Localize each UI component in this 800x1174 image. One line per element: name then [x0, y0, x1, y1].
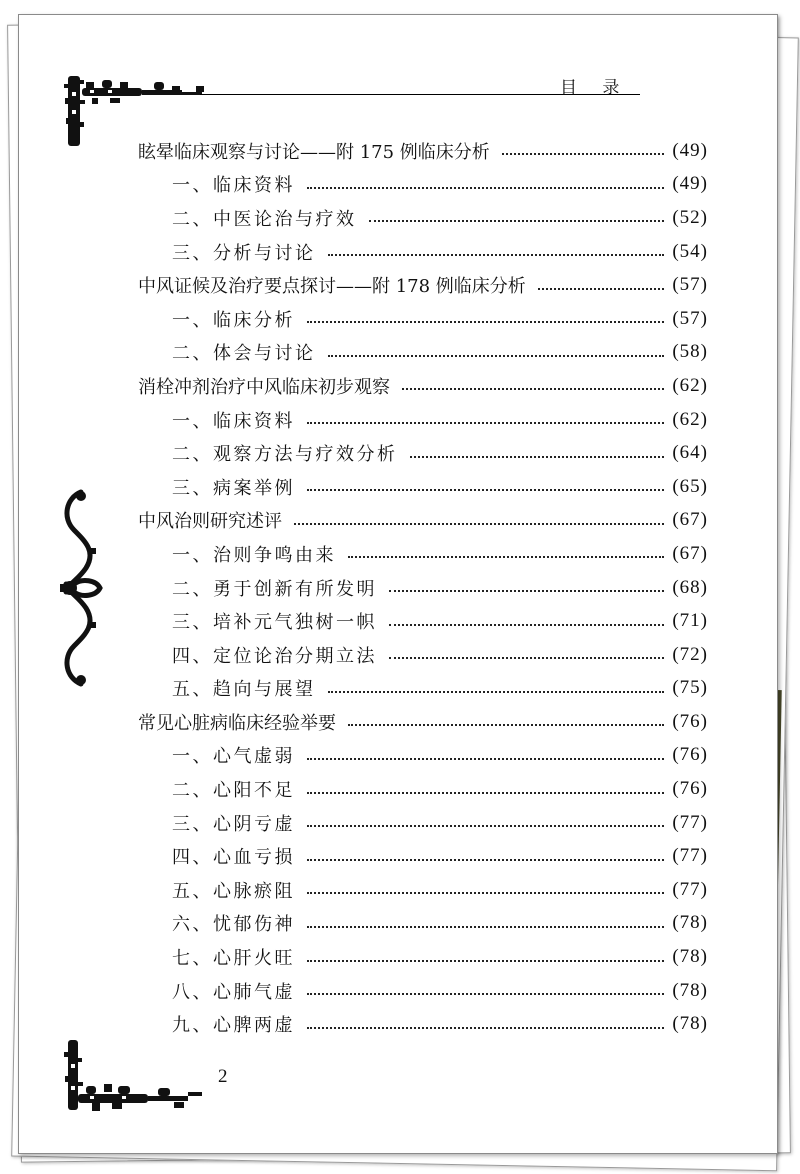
toc-entry-title: 六、忧郁伤神 [172, 914, 295, 936]
toc-entry-page: (77) [672, 811, 708, 833]
dot-leader [307, 320, 664, 323]
toc-chapter-entry[interactable] [138, 705, 708, 739]
dot-leader [328, 690, 665, 693]
toc-section-entry[interactable] [138, 537, 708, 571]
dot-leader [294, 522, 664, 525]
toc-section-entry[interactable] [138, 873, 708, 907]
toc-section-entry[interactable] [138, 772, 708, 806]
toc-entry-page: (49) [672, 173, 708, 195]
toc-section-entry[interactable] [138, 839, 708, 873]
toc-entry-title: 三、培补元气独树一帜 [172, 612, 377, 634]
toc-entry-title: 五、趋向与展望 [172, 679, 316, 701]
toc-entry-title: 二、勇于创新有所发明 [172, 578, 377, 600]
side-scroll-ornament-icon [56, 488, 106, 688]
toc-entry-page: (72) [672, 643, 708, 665]
toc-entry-title: 一、临床资料 [172, 175, 295, 197]
toc-entry-page: (78) [672, 946, 708, 968]
toc-entry-page: (75) [672, 677, 708, 699]
dot-leader [307, 1026, 664, 1029]
dot-leader [328, 354, 665, 357]
toc-entry-page: (67) [672, 542, 708, 564]
toc-section-entry[interactable] [138, 436, 708, 470]
dot-leader [538, 287, 665, 290]
page-number: 2 [218, 1066, 228, 1087]
toc-entry-title: 一、临床分析 [172, 309, 295, 331]
dot-leader [389, 656, 664, 659]
running-header-title: 目 录 [560, 78, 630, 98]
toc-entry-page: (54) [672, 240, 708, 262]
toc-chapter-entry[interactable] [138, 369, 708, 403]
toc-entry-page: (67) [672, 509, 708, 531]
toc-entry-page: (68) [672, 576, 708, 598]
dot-leader [410, 455, 665, 458]
toc-entry-page: (62) [672, 374, 708, 396]
dot-leader [389, 623, 664, 626]
toc-section-entry[interactable] [138, 403, 708, 437]
table-of-contents [138, 134, 708, 1041]
dot-leader [502, 152, 665, 155]
toc-entry-title: 五、心脉瘀阻 [172, 880, 295, 902]
toc-entry-page: (49) [672, 139, 708, 161]
toc-section-entry[interactable] [138, 739, 708, 773]
toc-entry-title: 九、心脾两虚 [172, 1015, 295, 1037]
toc-section-entry[interactable] [138, 470, 708, 504]
dot-leader [307, 858, 664, 861]
dot-leader [307, 186, 664, 189]
toc-entry-page: (57) [672, 274, 708, 296]
toc-entry-page: (71) [672, 610, 708, 632]
toc-chapter-entry[interactable] [138, 134, 708, 168]
toc-entry-title: 七、心肝火旺 [172, 948, 295, 970]
toc-section-entry[interactable] [138, 806, 708, 840]
dot-leader [348, 723, 664, 726]
toc-entry-page: (76) [672, 744, 708, 766]
toc-section-entry[interactable] [138, 302, 708, 336]
toc-entry-page: (77) [672, 845, 708, 867]
toc-section-entry[interactable] [138, 235, 708, 269]
toc-section-entry[interactable] [138, 604, 708, 638]
corner-ornament-bottom-icon [62, 1036, 212, 1122]
toc-section-entry[interactable] [138, 201, 708, 235]
toc-entry-title: 一、治则争鸣由来 [172, 544, 336, 566]
toc-entry-title: 一、临床资料 [172, 410, 295, 432]
dot-leader [307, 891, 664, 894]
dot-leader [307, 757, 664, 760]
toc-section-entry[interactable] [138, 940, 708, 974]
dot-leader [369, 219, 665, 222]
toc-entry-page: (57) [672, 307, 708, 329]
toc-entry-title: 四、心血亏损 [172, 847, 295, 869]
toc-entry-title: 二、体会与讨论 [172, 343, 316, 365]
toc-section-entry[interactable] [138, 638, 708, 672]
dot-leader [307, 959, 664, 962]
toc-entry-title: 三、分析与讨论 [172, 242, 316, 264]
toc-entry-title: 中风治则研究述评 [138, 511, 282, 533]
toc-entry-page: (78) [672, 1013, 708, 1035]
toc-section-entry[interactable] [138, 1007, 708, 1041]
dot-leader [389, 589, 664, 592]
toc-section-entry[interactable] [138, 907, 708, 941]
toc-entry-title: 中风证候及治疗要点探讨——附 178 例临床分析 [138, 276, 526, 298]
toc-entry-title: 二、观察方法与疗效分析 [172, 444, 398, 466]
toc-entry-title: 二、心阳不足 [172, 780, 295, 802]
toc-entry-page: (64) [672, 442, 708, 464]
toc-entry-page: (77) [672, 878, 708, 900]
dot-leader [307, 488, 664, 491]
dot-leader [348, 555, 664, 558]
toc-entry-page: (78) [672, 979, 708, 1001]
toc-entry-page: (78) [672, 912, 708, 934]
toc-entry-title: 三、病案举例 [172, 477, 295, 499]
toc-section-entry[interactable] [138, 672, 708, 706]
dot-leader [307, 421, 664, 424]
toc-entry-title: 眩晕临床观察与讨论——附 175 例临床分析 [138, 141, 490, 163]
toc-entry-title: 四、定位论治分期立法 [172, 645, 377, 667]
toc-entry-title: 消栓冲剂治疗中风临床初步观察 [138, 376, 390, 398]
toc-entry-title: 三、心阴亏虚 [172, 813, 295, 835]
dot-leader [307, 824, 664, 827]
toc-section-entry[interactable] [138, 336, 708, 370]
toc-entry-page: (52) [672, 206, 708, 228]
toc-section-entry[interactable] [138, 571, 708, 605]
dot-leader [307, 925, 664, 928]
dot-leader [307, 791, 664, 794]
dot-leader [402, 387, 664, 390]
dot-leader [328, 253, 665, 256]
toc-chapter-entry[interactable] [138, 268, 708, 302]
toc-entry-page: (76) [672, 710, 708, 732]
toc-entry-title: 二、中医论治与疗效 [172, 208, 357, 230]
toc-entry-title: 一、心气虚弱 [172, 746, 295, 768]
toc-entry-page: (62) [672, 408, 708, 430]
dot-leader [307, 992, 664, 995]
toc-chapter-entry[interactable] [138, 504, 708, 538]
toc-entry-page: (58) [672, 341, 708, 363]
toc-entry-title: 常见心脏病临床经验举要 [138, 712, 336, 734]
toc-entry-title: 八、心肺气虚 [172, 981, 295, 1003]
toc-section-entry[interactable] [138, 168, 708, 202]
toc-entry-page: (76) [672, 778, 708, 800]
toc-entry-page: (65) [672, 475, 708, 497]
toc-section-entry[interactable] [138, 974, 708, 1008]
